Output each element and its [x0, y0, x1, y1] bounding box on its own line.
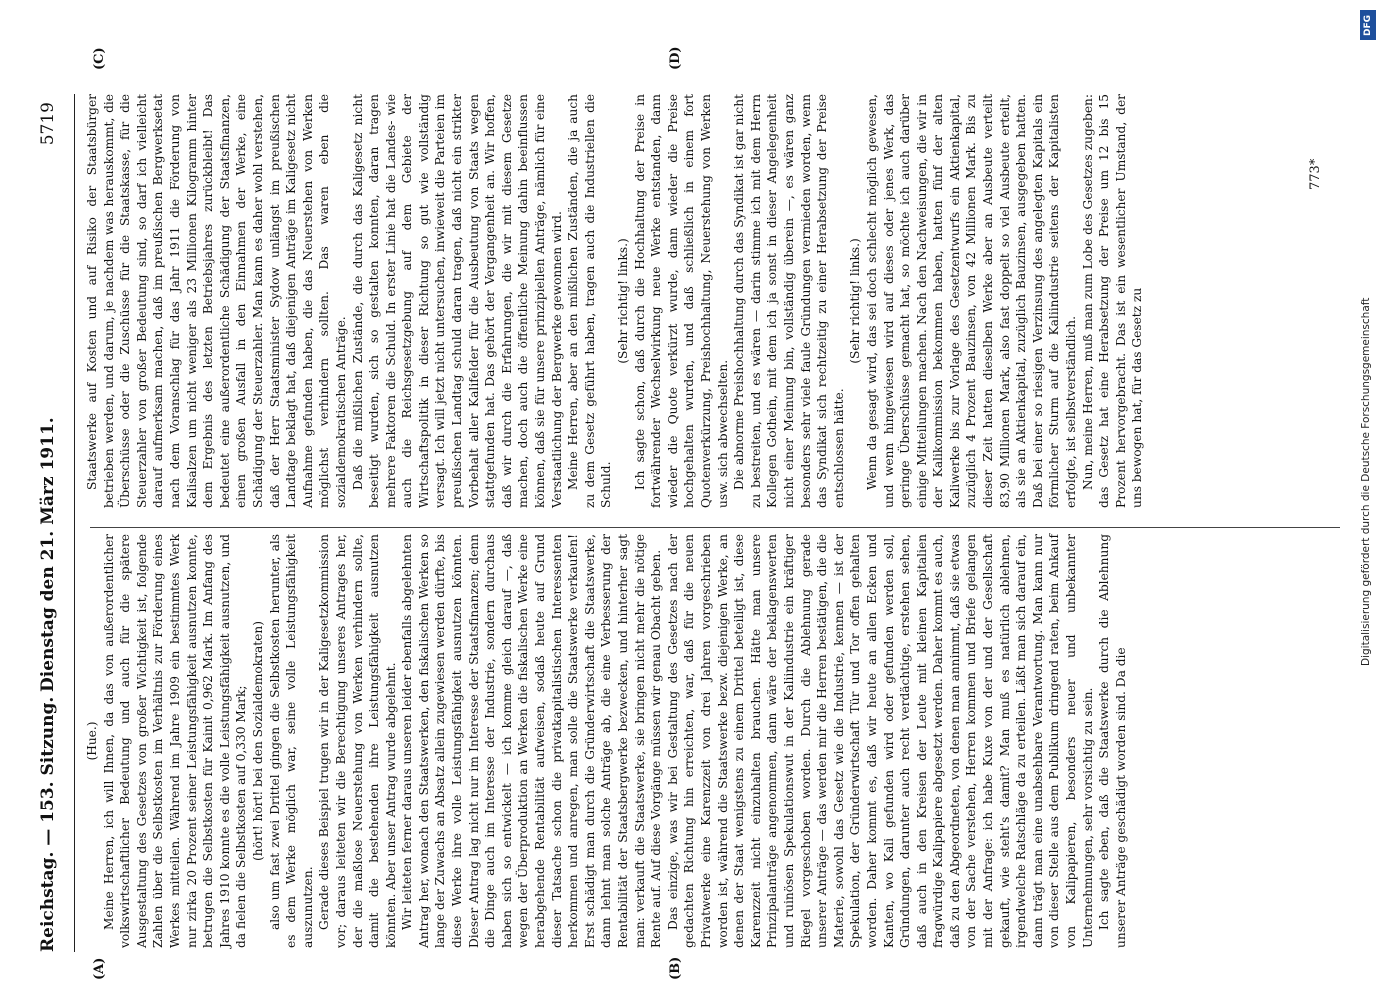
digitization-credit — [1360, 10, 1376, 995]
interjection: (Sehr richtig! links.) — [848, 238, 863, 364]
paragraph: Die abnorme Preishochhaltung durch das Syndikat ist gar nicht zu bestreiten, und es wären — darin stimme ich mit dem Herrn Kollegen Gothein, mit dem ich ja sonst in dieser Angelegenheit nicht einer Meinung bin, vollständig überein —, es wären ganz besonders sehr viele faule Gründungen vermieden worden, wenn das Syndikat sich rechtzeitig zu einer Herabsetzung der Preise entschlossen hätte. — [732, 94, 846, 508]
header-date: Dienstag den 21. März 1911. — [38, 417, 58, 692]
signature-mark: 773* — [1308, 158, 1323, 190]
left-column — [84, 534, 1129, 948]
paragraph: Meine Herren, ich will Ihnen, da das von außerordentlicher volkswirtschaftlicher Bedeutung und auch für die spätere Ausgestaltung des Gesetzes von großer Wichtigkeit ist, folgende Zahlen über die Selbstkosten im Verhältnis zur Förderung eines Werkes mitteilen. Während im Jahre 1909 ein bestimmtes Werk nur zirka 20 Prozent seiner Leistungsfähigkeit ausnutzen konnte, betrugen die Selbstkosten für Kainit 0,962 Mark. Im Anfang des Jahres 1910 konnte es die volle Leistungsfähigkeit ausnutzen, und da fielen die Selbstkosten auf 0,330 Mark; — [101, 534, 249, 948]
paragraph: Nun, meine Herren, muß man zum Lobe des Gesetzes zugeben: das Gesetz hat eine Herabsetzung der Preise um 12 bis 15 Prozent hervorgebracht. Das ist ein wesentlicher Umstand, der uns bewogen hat, für das Gesetz zu — [1080, 94, 1145, 508]
paragraph: also um fast zwei Drittel gingen die Selbstkosten herunter, als es dem Werke möglich war, seine volle Leistungsfähigkeit auszunutzen. — [267, 534, 315, 948]
page-header — [38, 102, 78, 952]
marker-b: (B) — [668, 956, 683, 980]
dfg-logo: DFG — [1360, 10, 1376, 40]
paragraph: Staatswerke auf Kosten und auf Risiko der Staatsbürger betrieben werden, und darum, je nachdem was herauskommt, die Überschüsse oder die Zuschüsse für die Staatskasse, für die Steuerzahler von großer Bedeutung sind, so darf ich vielleicht darauf aufmerksam machen, daß im preußischen Bergwerksetat nach dem Voranschlag für das Jahr 1911 die Förderung von Kalisalzen um nicht weniger als 23 Millionen Kilogramm hinter dem Ergebnis des letzten Betriebsjahres zurückbleibt! Das bedeutet eine außerordentliche Schädigung der Staatsfinanzen, einen großen Ausfall in den Einnahmen der Werke, eine Schädigung der Steuerzahler. Man kann es daher wohl verstehen, daß der Herr Staatsminister Sydow unlängst im preußischen Landtage beklagt hat, daß diejenigen Anträge im Kaligesetz nicht Aufnahme gefunden haben, die das Neuerstehen von Werken möglichst verhindern sollten. Das waren eben die sozialdemokratischen Anträge. — [85, 94, 348, 508]
marker-d: (D) — [668, 46, 683, 70]
page-number: 5719 — [38, 102, 58, 146]
header-left: Reichstag. — 153. Sitzung. — [38, 696, 58, 952]
paragraph: Daß die mißlichen Zustände, die durch das Kaligesetz nicht beseitigt wurden, sich so gestalten konnten, daran tragen mehrere Faktoren die Schuld. In erster Linie hat die Landes- wie auch die Reichsgesetzgebung auf dem Gebiete der Wirtschaftspolitik in dieser Richtung so gut wie vollständig versagt. Ich will jetzt nicht untersuchen, inwieweit die Parteien im preußischen Landtag schuld daran tragen, daß nicht ein strikter Vorbehalt aller Kalifelder für die Ausbeutung von Staats wegen stattgefunden hat. Das gehört der Vergangenheit an. Wir hoffen, daß wir durch die Erfahrungen, die wir mit diesem Gesetze machen, doch auch die öffentliche Meinung dahin beeinflussen können, daß sie für unsere prinzipiellen Anträge, nämlich für eine Verstaatlichung der Bergwerke gewonnen wird. — [350, 94, 564, 508]
marker-c: (C) — [92, 47, 107, 70]
paragraph: Wenn da gesagt wird, das sei doch schlecht möglich gewesen, und wenn hingewiesen wird auf dieses oder jenes Werk, das geringe Überschüsse gemacht hat, so möchte ich auch darüber einige Mitteilungen machen. Nach den Nachweisungen, die wir in der Kalikommission bekommen haben, hatten fünf der alten Kaliwerke bis zur Vorlage des Gesetzentwurfs ein Aktienkapital, zuzüglich 4 Prozent Bauzinsen, von 42 Millionen Mark. Bis zu dieser Zeit hatten dieselben Werke aber an Ausbeute verteilt 83,90 Millionen Mark, also fast doppelt so viel Ausbeute erteilt, als sie an Aktienkapital, zuzüglich Bauzinsen, ausgegeben hatten. Daß bei einer so riesigen Verzinsung des angelegten Kapitals ein förmlicher Sturm auf die Kaliindustrie seitens der Kapitalisten erfolgte, ist selbstverständlich. — [864, 94, 1079, 508]
paragraph: Gerade dieses Beispiel trugen wir in der Kaligesetzkommission vor; daraus leiteten wir die Berechtigung unseres Antrages her, der die maßlose Neuerstehung von Werken verhindern sollte, damit die bestehenden ihre Leistungsfähigkeit ausnutzen könnten. Aber unser Antrag wurde abgelehnt. — [317, 534, 398, 948]
credit-text: Digitalisierung gefördert durch die Deutsche Forschungsgemeinschaft — [1360, 297, 1372, 666]
paragraph: Wir leiteten ferner daraus unseren leider ebenfalls abgelehnten Antrag her, wonach den Staatswerken, den fiskalischen Werken so lange der Zuwachs an Absatz allein zugewiesen werden dürfte, bis diese Werke ihre volle Leistungsfähigkeit ausnutzen könnten. Dieser Antrag lag nicht nur im Interesse der Staatsfinanzen; denn die Dinge auch im Interesse der Industrie, sondern durchaus haben sich so entwickelt — ich komme gleich darauf —, daß wegen der Überproduktion an Werken die fiskalischen Werke eine herabgehende Rentabilität aufweisen, sodaß heute auf Grund dieser Tatsache schon die privatkapitalistischen Interessenten herkommen und anregen, man solle die Staatswerke verkaufen! Erst schädigt man durch die Gründerwirtschaft die Staatswerke, dann lehnt man solche Anträge ab, die eine Verbesserung der Rentabilität der Staatsbergwerke bezwecken, und hinterher sagt man: verkauft die Staatswerke, sie bringen nicht mehr die nötige Rente auf. Auf diese Vorgänge müssen wir genau Obacht geben. — [400, 534, 664, 948]
paragraph: Ich sagte eben, daß die Staatswerke durch die Ablehnung unserer Anträge geschädigt worden sind. Da die — [1097, 534, 1128, 948]
header-rule — [74, 94, 75, 952]
interjection: (hört! hört! bei den Sozialdemokraten) — [250, 621, 265, 861]
paragraph: Ich sagte schon, daß durch die Hochhaltung der Preise in fortwährender Wechselwirkung neue Werke entstanden, dann wieder die Quote verkürzt wurde, dann wieder die Preise hochgehalten wurden, und daß schließlich in einem fort Quotenverkürzung, Preishochhaltung, Neuerstehung von Werken usw. sich abwechselten. — [632, 94, 730, 508]
paragraph: Meine Herren, aber an den mißlichen Zuständen, die ja auch zu dem Gesetz geführt haben, tragen auch die Industriellen die Schuld. — [566, 94, 614, 508]
column-divider — [90, 527, 1340, 528]
interjection: (Sehr richtig! links.) — [616, 238, 630, 364]
interjection: (Hue.) — [85, 721, 99, 761]
paragraph: Das einzige, was wir bei Gestaltung des Gesetzes nach der gedachten Richtung hin erreichten, war, daß für die neuen Privatwerke eine Karenzzeit von drei Jahren vorgeschrieben worden ist, während die Staatswerke bezw. diejenigen Werke, an denen der Staat wenigstens zu einem Drittel beteiligt ist, diese Karenzzeit nicht einzuhalten brauchen. Hätte man unsere Prinzipalanträge angenommen, dann wäre der beklagenswerten und ruinösen Spekulationswut in der Kaliindustrie ein kräftiger Riegel vorgeschoben worden. Durch die Ablehnung gerade unserer Anträge — das werden mir die Herren bestätigen, die die Materie, sowohl das Gesetz wie die Industrie, kennen — ist der Spekulation, der Gründerwirtschaft Tür und Tor offen gehalten worden. Daher kommt es, daß wir heute an allen Ecken und Kanten, wo Kali gefunden wird oder gefunden werden soll, Gründungen, darunter auch recht verdächtige, erstehen sehen, daß auch in den Kreisen der Leute mit kleinen Kapitalien fragwürdige Kalipapiere abgesetzt werden. Daher kommt es auch, daß zu den Abgeordneten, von denen man annimmt, daß sie etwas von der Sache verstehen, Herren kommen und Briefe gelangen mit der Anfrage: ich habe Kuxe von der und der Gesellschaft gekauft, wie steht's damit? Man muß es natürlich ablehnen, irgendwelche Ratschläge da zu erteilen. Läßt man sich darauf ein, dann trägt man eine unabsehbare Verantwortung. Man kann nur von dieser Stelle aus dem Publikum dringend raten, beim Ankauf von Kalipapieren, besonders neuer und unbekannter Unternehmungen, sehr vorsichtig zu sein. — [665, 534, 1095, 948]
right-column — [84, 94, 1146, 508]
marker-a: (A) — [92, 957, 107, 980]
